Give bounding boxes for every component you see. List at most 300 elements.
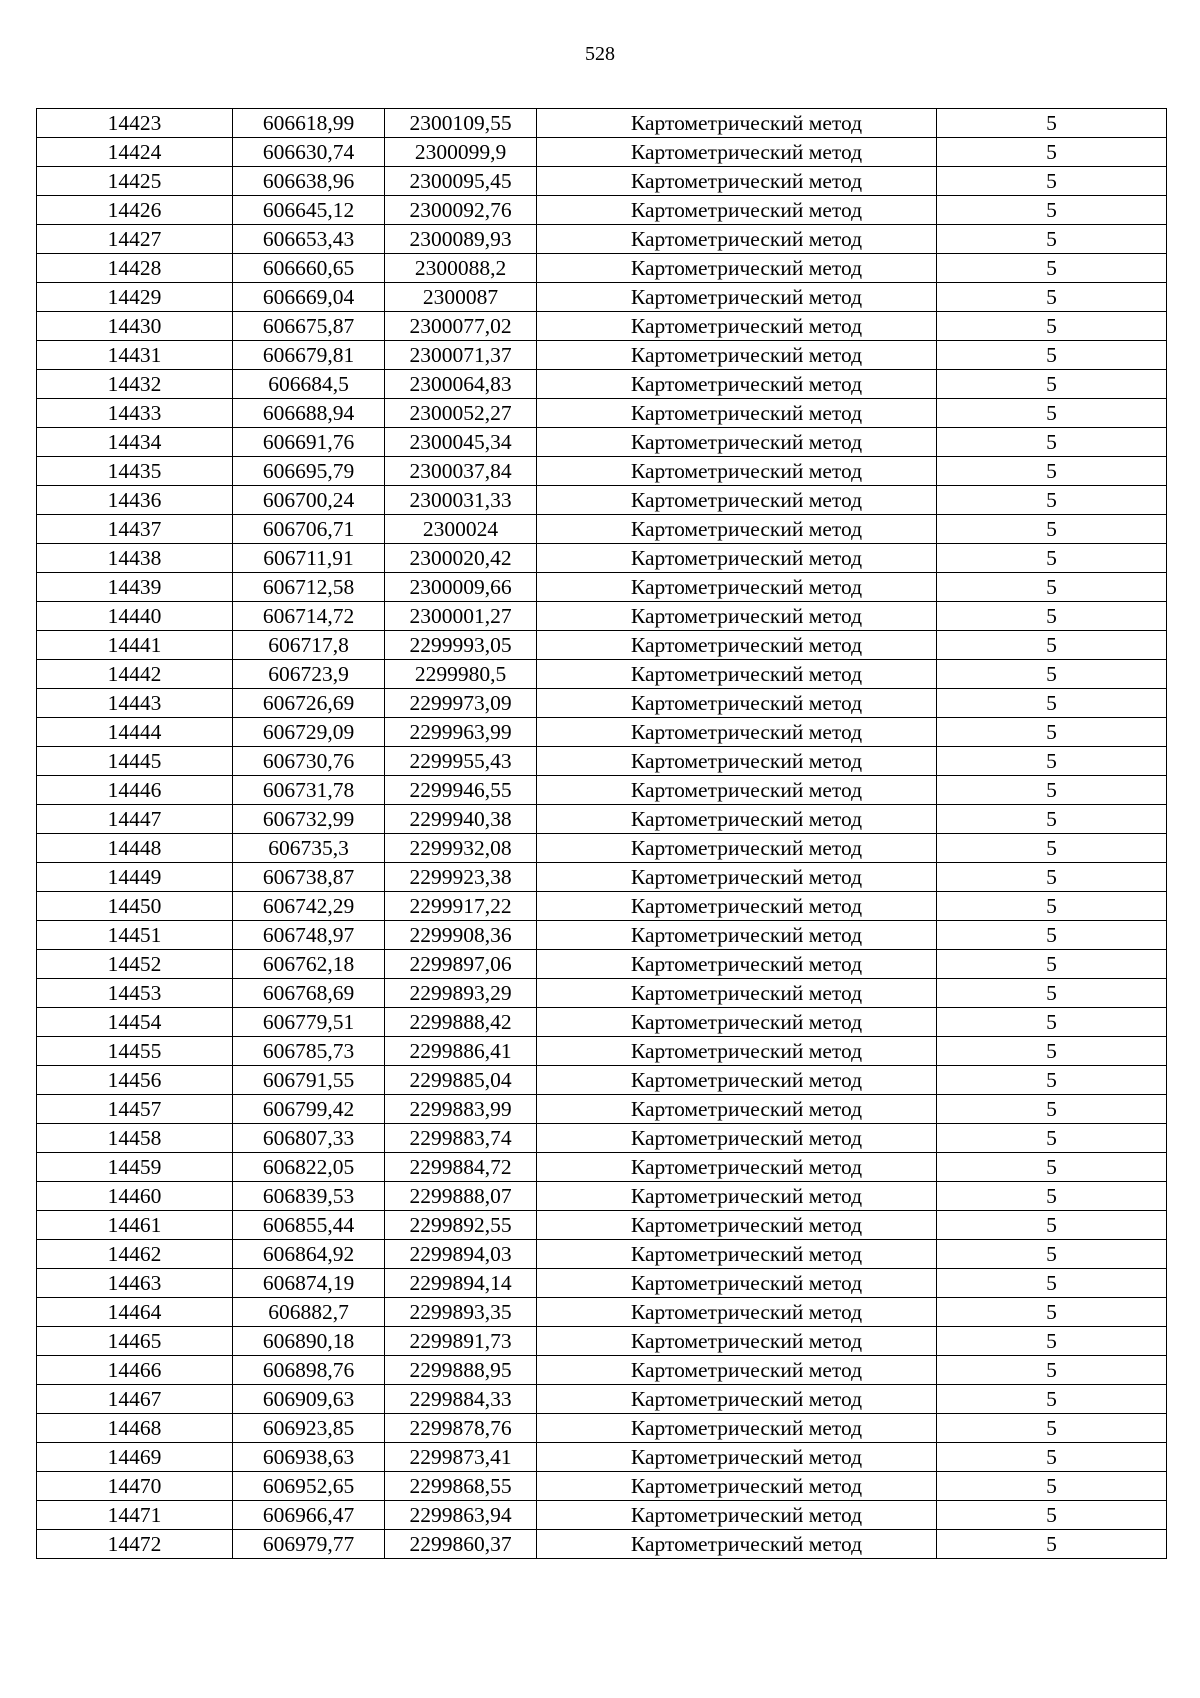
method-cell: Картометрический метод <box>537 921 937 950</box>
table-row <box>37 979 1167 1008</box>
table-row <box>37 950 1167 979</box>
accuracy-cell: 5 <box>937 1356 1167 1385</box>
point-number-cell: 14458 <box>37 1124 233 1153</box>
point-number-cell: 14470 <box>37 1472 233 1501</box>
x-coordinate-cell: 606717,8 <box>233 631 385 660</box>
accuracy-cell: 5 <box>937 1530 1167 1559</box>
point-number-cell: 14442 <box>37 660 233 689</box>
table-row <box>37 283 1167 312</box>
page-number: 528 <box>585 43 615 65</box>
method-cell: Картометрический метод <box>537 196 937 225</box>
point-number-cell: 14446 <box>37 776 233 805</box>
x-coordinate-cell: 606711,91 <box>233 544 385 573</box>
accuracy-cell: 5 <box>937 1269 1167 1298</box>
point-number-cell: 14451 <box>37 921 233 950</box>
y-coordinate-cell: 2299980,5 <box>385 660 537 689</box>
method-cell: Картометрический метод <box>537 892 937 921</box>
point-number-cell: 14430 <box>37 312 233 341</box>
point-number-cell: 14436 <box>37 486 233 515</box>
accuracy-cell: 5 <box>937 1298 1167 1327</box>
table-row <box>37 544 1167 573</box>
table-row <box>37 1298 1167 1327</box>
method-cell: Картометрический метод <box>537 254 937 283</box>
x-coordinate-cell: 606855,44 <box>233 1211 385 1240</box>
point-number-cell: 14472 <box>37 1530 233 1559</box>
method-cell: Картометрический метод <box>537 225 937 254</box>
x-coordinate-cell: 606723,9 <box>233 660 385 689</box>
point-number-cell: 14456 <box>37 1066 233 1095</box>
point-number-cell: 14441 <box>37 631 233 660</box>
table-row <box>37 1124 1167 1153</box>
point-number-cell: 14467 <box>37 1385 233 1414</box>
x-coordinate-cell: 606679,81 <box>233 341 385 370</box>
accuracy-cell: 5 <box>937 515 1167 544</box>
accuracy-cell: 5 <box>937 1037 1167 1066</box>
accuracy-cell: 5 <box>937 718 1167 747</box>
method-cell: Картометрический метод <box>537 863 937 892</box>
y-coordinate-cell: 2300077,02 <box>385 312 537 341</box>
method-cell: Картометрический метод <box>537 660 937 689</box>
table-row <box>37 718 1167 747</box>
accuracy-cell: 5 <box>937 834 1167 863</box>
y-coordinate-cell: 2299932,08 <box>385 834 537 863</box>
method-cell: Картометрический метод <box>537 1385 937 1414</box>
accuracy-cell: 5 <box>937 1124 1167 1153</box>
table-row <box>37 805 1167 834</box>
y-coordinate-cell: 2299893,29 <box>385 979 537 1008</box>
table-row <box>37 1501 1167 1530</box>
x-coordinate-cell: 606729,09 <box>233 718 385 747</box>
x-coordinate-cell: 606738,87 <box>233 863 385 892</box>
accuracy-cell: 5 <box>937 1472 1167 1501</box>
x-coordinate-cell: 606684,5 <box>233 370 385 399</box>
method-cell: Картометрический метод <box>537 747 937 776</box>
y-coordinate-cell: 2299888,07 <box>385 1182 537 1211</box>
point-number-cell: 14466 <box>37 1356 233 1385</box>
accuracy-cell: 5 <box>937 805 1167 834</box>
accuracy-cell: 5 <box>937 747 1167 776</box>
table-row <box>37 1414 1167 1443</box>
point-number-cell: 14455 <box>37 1037 233 1066</box>
y-coordinate-cell: 2299893,35 <box>385 1298 537 1327</box>
point-number-cell: 14444 <box>37 718 233 747</box>
table-row <box>37 225 1167 254</box>
point-number-cell: 14453 <box>37 979 233 1008</box>
table-row <box>37 834 1167 863</box>
y-coordinate-cell: 2299891,73 <box>385 1327 537 1356</box>
x-coordinate-cell: 606923,85 <box>233 1414 385 1443</box>
point-number-cell: 14427 <box>37 225 233 254</box>
point-number-cell: 14440 <box>37 602 233 631</box>
point-number-cell: 14425 <box>37 167 233 196</box>
x-coordinate-cell: 606966,47 <box>233 1501 385 1530</box>
point-number-cell: 14464 <box>37 1298 233 1327</box>
accuracy-cell: 5 <box>937 1153 1167 1182</box>
accuracy-cell: 5 <box>937 602 1167 631</box>
table-row <box>37 486 1167 515</box>
method-cell: Картометрический метод <box>537 138 937 167</box>
accuracy-cell: 5 <box>937 138 1167 167</box>
table-row <box>37 196 1167 225</box>
x-coordinate-cell: 606660,65 <box>233 254 385 283</box>
y-coordinate-cell: 2300089,93 <box>385 225 537 254</box>
table-row <box>37 399 1167 428</box>
method-cell: Картометрический метод <box>537 631 937 660</box>
method-cell: Картометрический метод <box>537 544 937 573</box>
table-row <box>37 312 1167 341</box>
point-number-cell: 14429 <box>37 283 233 312</box>
x-coordinate-cell: 606807,33 <box>233 1124 385 1153</box>
accuracy-cell: 5 <box>937 283 1167 312</box>
table-row <box>37 1443 1167 1472</box>
y-coordinate-cell: 2300024 <box>385 515 537 544</box>
y-coordinate-cell: 2300031,33 <box>385 486 537 515</box>
accuracy-cell: 5 <box>937 979 1167 1008</box>
accuracy-cell: 5 <box>937 254 1167 283</box>
table-row <box>37 1095 1167 1124</box>
point-number-cell: 14428 <box>37 254 233 283</box>
method-cell: Картометрический метод <box>537 776 937 805</box>
y-coordinate-cell: 2299993,05 <box>385 631 537 660</box>
accuracy-cell: 5 <box>937 167 1167 196</box>
accuracy-cell: 5 <box>937 631 1167 660</box>
x-coordinate-cell: 606730,76 <box>233 747 385 776</box>
method-cell: Картометрический метод <box>537 109 937 138</box>
method-cell: Картометрический метод <box>537 718 937 747</box>
y-coordinate-cell: 2299883,99 <box>385 1095 537 1124</box>
table-row <box>37 1182 1167 1211</box>
x-coordinate-cell: 606731,78 <box>233 776 385 805</box>
x-coordinate-cell: 606714,72 <box>233 602 385 631</box>
table-row <box>37 863 1167 892</box>
x-coordinate-cell: 606791,55 <box>233 1066 385 1095</box>
y-coordinate-cell: 2299878,76 <box>385 1414 537 1443</box>
y-coordinate-cell: 2299894,03 <box>385 1240 537 1269</box>
x-coordinate-cell: 606909,63 <box>233 1385 385 1414</box>
method-cell: Картометрический метод <box>537 1240 937 1269</box>
y-coordinate-cell: 2300071,37 <box>385 341 537 370</box>
table-row <box>37 660 1167 689</box>
table-row <box>37 1240 1167 1269</box>
y-coordinate-cell: 2300001,27 <box>385 602 537 631</box>
x-coordinate-cell: 606742,29 <box>233 892 385 921</box>
x-coordinate-cell: 606979,77 <box>233 1530 385 1559</box>
method-cell: Картометрический метод <box>537 1153 937 1182</box>
x-coordinate-cell: 606669,04 <box>233 283 385 312</box>
point-number-cell: 14432 <box>37 370 233 399</box>
y-coordinate-cell: 2299892,55 <box>385 1211 537 1240</box>
accuracy-cell: 5 <box>937 1501 1167 1530</box>
accuracy-cell: 5 <box>937 921 1167 950</box>
point-number-cell: 14463 <box>37 1269 233 1298</box>
x-coordinate-cell: 606938,63 <box>233 1443 385 1472</box>
method-cell: Картометрический метод <box>537 399 937 428</box>
point-number-cell: 14426 <box>37 196 233 225</box>
y-coordinate-cell: 2299888,95 <box>385 1356 537 1385</box>
accuracy-cell: 5 <box>937 660 1167 689</box>
method-cell: Картометрический метод <box>537 1501 937 1530</box>
y-coordinate-cell: 2300109,55 <box>385 109 537 138</box>
accuracy-cell: 5 <box>937 1008 1167 1037</box>
accuracy-cell: 5 <box>937 312 1167 341</box>
method-cell: Картометрический метод <box>537 1356 937 1385</box>
table-row <box>37 341 1167 370</box>
y-coordinate-cell: 2299860,37 <box>385 1530 537 1559</box>
accuracy-cell: 5 <box>937 1182 1167 1211</box>
y-coordinate-cell: 2300009,66 <box>385 573 537 602</box>
table-row <box>37 370 1167 399</box>
point-number-cell: 14462 <box>37 1240 233 1269</box>
table-row <box>37 1327 1167 1356</box>
y-coordinate-cell: 2299884,33 <box>385 1385 537 1414</box>
point-number-cell: 14435 <box>37 457 233 486</box>
table-row <box>37 1037 1167 1066</box>
x-coordinate-cell: 606638,96 <box>233 167 385 196</box>
method-cell: Картометрический метод <box>537 370 937 399</box>
x-coordinate-cell: 606712,58 <box>233 573 385 602</box>
x-coordinate-cell: 606645,12 <box>233 196 385 225</box>
y-coordinate-cell: 2300045,34 <box>385 428 537 457</box>
accuracy-cell: 5 <box>937 399 1167 428</box>
method-cell: Картометрический метод <box>537 950 937 979</box>
x-coordinate-cell: 606898,76 <box>233 1356 385 1385</box>
point-number-cell: 14452 <box>37 950 233 979</box>
point-number-cell: 14437 <box>37 515 233 544</box>
table-row <box>37 1269 1167 1298</box>
table-row <box>37 254 1167 283</box>
method-cell: Картометрический метод <box>537 602 937 631</box>
x-coordinate-cell: 606653,43 <box>233 225 385 254</box>
point-number-cell: 14461 <box>37 1211 233 1240</box>
accuracy-cell: 5 <box>937 109 1167 138</box>
x-coordinate-cell: 606952,65 <box>233 1472 385 1501</box>
method-cell: Картометрический метод <box>537 1327 937 1356</box>
x-coordinate-cell: 606688,94 <box>233 399 385 428</box>
y-coordinate-cell: 2300088,2 <box>385 254 537 283</box>
x-coordinate-cell: 606785,73 <box>233 1037 385 1066</box>
accuracy-cell: 5 <box>937 1327 1167 1356</box>
point-number-cell: 14431 <box>37 341 233 370</box>
accuracy-cell: 5 <box>937 1385 1167 1414</box>
accuracy-cell: 5 <box>937 1443 1167 1472</box>
y-coordinate-cell: 2299863,94 <box>385 1501 537 1530</box>
y-coordinate-cell: 2299963,99 <box>385 718 537 747</box>
table-row <box>37 747 1167 776</box>
method-cell: Картометрический метод <box>537 1443 937 1472</box>
table-row <box>37 1385 1167 1414</box>
point-number-cell: 14459 <box>37 1153 233 1182</box>
y-coordinate-cell: 2299888,42 <box>385 1008 537 1037</box>
point-number-cell: 14433 <box>37 399 233 428</box>
coordinates-table-body <box>37 109 1167 1559</box>
point-number-cell: 14457 <box>37 1095 233 1124</box>
x-coordinate-cell: 606799,42 <box>233 1095 385 1124</box>
method-cell: Картометрический метод <box>537 1182 937 1211</box>
accuracy-cell: 5 <box>937 1414 1167 1443</box>
x-coordinate-cell: 606748,97 <box>233 921 385 950</box>
accuracy-cell: 5 <box>937 950 1167 979</box>
method-cell: Картометрический метод <box>537 1124 937 1153</box>
accuracy-cell: 5 <box>937 225 1167 254</box>
x-coordinate-cell: 606779,51 <box>233 1008 385 1037</box>
y-coordinate-cell: 2299885,04 <box>385 1066 537 1095</box>
table-row <box>37 515 1167 544</box>
point-number-cell: 14443 <box>37 689 233 718</box>
method-cell: Картометрический метод <box>537 515 937 544</box>
method-cell: Картометрический метод <box>537 979 937 1008</box>
accuracy-cell: 5 <box>937 1240 1167 1269</box>
y-coordinate-cell: 2300087 <box>385 283 537 312</box>
point-number-cell: 14450 <box>37 892 233 921</box>
y-coordinate-cell: 2299940,38 <box>385 805 537 834</box>
x-coordinate-cell: 606732,99 <box>233 805 385 834</box>
y-coordinate-cell: 2299886,41 <box>385 1037 537 1066</box>
point-number-cell: 14469 <box>37 1443 233 1472</box>
method-cell: Картометрический метод <box>537 1414 937 1443</box>
accuracy-cell: 5 <box>937 689 1167 718</box>
x-coordinate-cell: 606706,71 <box>233 515 385 544</box>
method-cell: Картометрический метод <box>537 457 937 486</box>
accuracy-cell: 5 <box>937 1066 1167 1095</box>
y-coordinate-cell: 2299868,55 <box>385 1472 537 1501</box>
accuracy-cell: 5 <box>937 196 1167 225</box>
table-row <box>37 138 1167 167</box>
point-number-cell: 14460 <box>37 1182 233 1211</box>
x-coordinate-cell: 606882,7 <box>233 1298 385 1327</box>
method-cell: Картометрический метод <box>537 312 937 341</box>
method-cell: Картометрический метод <box>537 805 937 834</box>
table-row <box>37 1530 1167 1559</box>
method-cell: Картометрический метод <box>537 1037 937 1066</box>
method-cell: Картометрический метод <box>537 689 937 718</box>
accuracy-cell: 5 <box>937 370 1167 399</box>
y-coordinate-cell: 2299923,38 <box>385 863 537 892</box>
accuracy-cell: 5 <box>937 544 1167 573</box>
y-coordinate-cell: 2299884,72 <box>385 1153 537 1182</box>
point-number-cell: 14423 <box>37 109 233 138</box>
x-coordinate-cell: 606695,79 <box>233 457 385 486</box>
table-row <box>37 573 1167 602</box>
table-row <box>37 602 1167 631</box>
x-coordinate-cell: 606630,74 <box>233 138 385 167</box>
point-number-cell: 14434 <box>37 428 233 457</box>
point-number-cell: 14449 <box>37 863 233 892</box>
x-coordinate-cell: 606735,3 <box>233 834 385 863</box>
y-coordinate-cell: 2300095,45 <box>385 167 537 196</box>
table-row <box>37 1472 1167 1501</box>
method-cell: Картометрический метод <box>537 573 937 602</box>
method-cell: Картометрический метод <box>537 1211 937 1240</box>
table-row <box>37 1008 1167 1037</box>
table-row <box>37 457 1167 486</box>
y-coordinate-cell: 2299908,36 <box>385 921 537 950</box>
x-coordinate-cell: 606618,99 <box>233 109 385 138</box>
x-coordinate-cell: 606762,18 <box>233 950 385 979</box>
accuracy-cell: 5 <box>937 341 1167 370</box>
method-cell: Картометрический метод <box>537 1066 937 1095</box>
x-coordinate-cell: 606700,24 <box>233 486 385 515</box>
method-cell: Картометрический метод <box>537 486 937 515</box>
point-number-cell: 14471 <box>37 1501 233 1530</box>
y-coordinate-cell: 2299883,74 <box>385 1124 537 1153</box>
accuracy-cell: 5 <box>937 486 1167 515</box>
method-cell: Картометрический метод <box>537 834 937 863</box>
table-row <box>37 1153 1167 1182</box>
table-row <box>37 689 1167 718</box>
point-number-cell: 14438 <box>37 544 233 573</box>
accuracy-cell: 5 <box>937 1211 1167 1240</box>
table-row <box>37 109 1167 138</box>
table-row <box>37 428 1167 457</box>
table-row <box>37 1356 1167 1385</box>
y-coordinate-cell: 2300064,83 <box>385 370 537 399</box>
method-cell: Картометрический метод <box>537 1269 937 1298</box>
y-coordinate-cell: 2300052,27 <box>385 399 537 428</box>
point-number-cell: 14448 <box>37 834 233 863</box>
y-coordinate-cell: 2299946,55 <box>385 776 537 805</box>
x-coordinate-cell: 606864,92 <box>233 1240 385 1269</box>
table-row <box>37 631 1167 660</box>
point-number-cell: 14454 <box>37 1008 233 1037</box>
method-cell: Картометрический метод <box>537 341 937 370</box>
y-coordinate-cell: 2300099,9 <box>385 138 537 167</box>
coordinates-table <box>36 108 1167 1559</box>
table-row <box>37 921 1167 950</box>
y-coordinate-cell: 2300092,76 <box>385 196 537 225</box>
accuracy-cell: 5 <box>937 428 1167 457</box>
method-cell: Картометрический метод <box>537 167 937 196</box>
accuracy-cell: 5 <box>937 863 1167 892</box>
table-row <box>37 1066 1167 1095</box>
x-coordinate-cell: 606874,19 <box>233 1269 385 1298</box>
accuracy-cell: 5 <box>937 892 1167 921</box>
x-coordinate-cell: 606890,18 <box>233 1327 385 1356</box>
y-coordinate-cell: 2299955,43 <box>385 747 537 776</box>
point-number-cell: 14468 <box>37 1414 233 1443</box>
method-cell: Картометрический метод <box>537 1530 937 1559</box>
y-coordinate-cell: 2300037,84 <box>385 457 537 486</box>
point-number-cell: 14445 <box>37 747 233 776</box>
method-cell: Картометрический метод <box>537 1472 937 1501</box>
method-cell: Картометрический метод <box>537 1298 937 1327</box>
accuracy-cell: 5 <box>937 457 1167 486</box>
x-coordinate-cell: 606839,53 <box>233 1182 385 1211</box>
y-coordinate-cell: 2299873,41 <box>385 1443 537 1472</box>
x-coordinate-cell: 606691,76 <box>233 428 385 457</box>
y-coordinate-cell: 2299894,14 <box>385 1269 537 1298</box>
x-coordinate-cell: 606822,05 <box>233 1153 385 1182</box>
table-row <box>37 776 1167 805</box>
method-cell: Картометрический метод <box>537 1095 937 1124</box>
method-cell: Картометрический метод <box>537 283 937 312</box>
table-row <box>37 167 1167 196</box>
point-number-cell: 14447 <box>37 805 233 834</box>
x-coordinate-cell: 606726,69 <box>233 689 385 718</box>
y-coordinate-cell: 2299917,22 <box>385 892 537 921</box>
method-cell: Картометрический метод <box>537 1008 937 1037</box>
point-number-cell: 14424 <box>37 138 233 167</box>
accuracy-cell: 5 <box>937 573 1167 602</box>
y-coordinate-cell: 2299897,06 <box>385 950 537 979</box>
point-number-cell: 14465 <box>37 1327 233 1356</box>
table-row <box>37 1211 1167 1240</box>
x-coordinate-cell: 606768,69 <box>233 979 385 1008</box>
accuracy-cell: 5 <box>937 776 1167 805</box>
table-row <box>37 892 1167 921</box>
method-cell: Картометрический метод <box>537 428 937 457</box>
accuracy-cell: 5 <box>937 1095 1167 1124</box>
x-coordinate-cell: 606675,87 <box>233 312 385 341</box>
